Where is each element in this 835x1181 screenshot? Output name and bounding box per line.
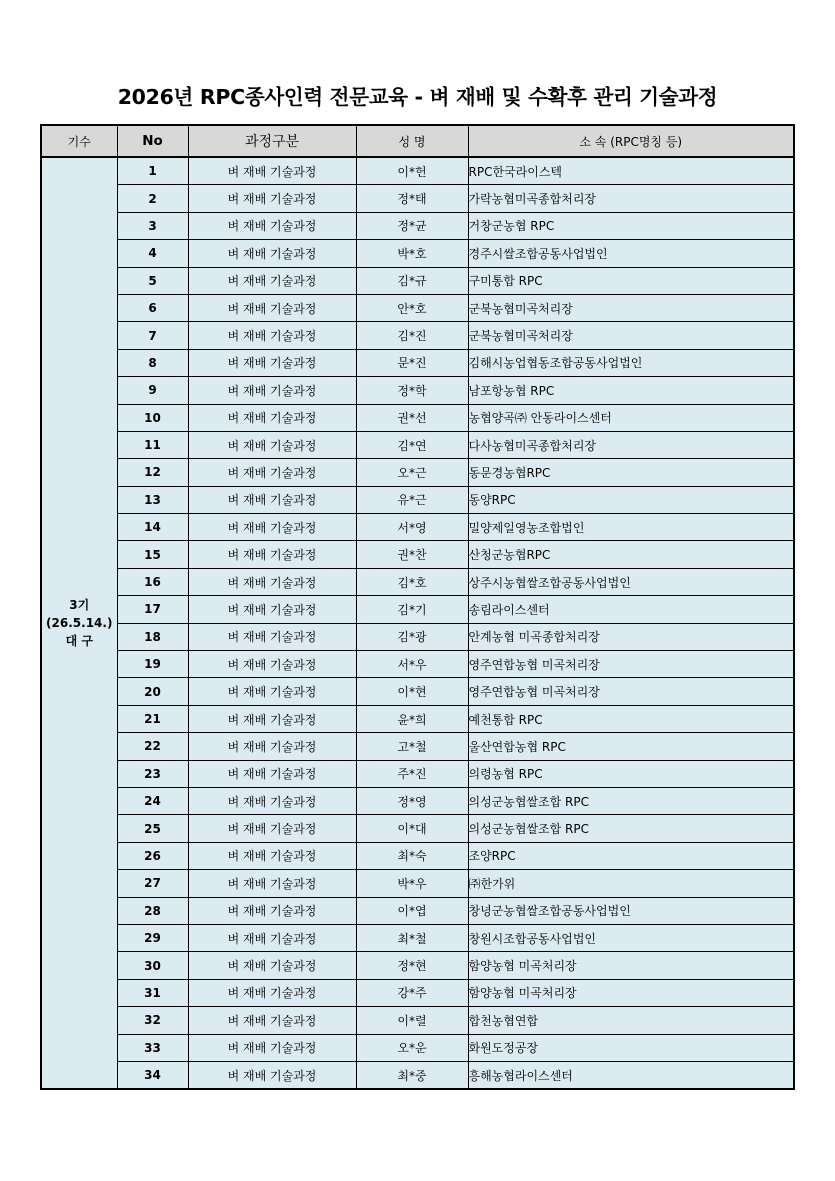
course-cell: 벼 재배 기술과정 [188, 623, 356, 650]
table-row [41, 842, 794, 869]
course-cell: 벼 재배 기술과정 [188, 322, 356, 349]
row-number: 10 [117, 404, 188, 431]
affiliation-cell: 조양RPC [468, 842, 794, 869]
row-number: 2 [117, 185, 188, 212]
table-row [41, 870, 794, 897]
course-cell: 벼 재배 기술과정 [188, 897, 356, 924]
table-row [41, 651, 794, 678]
course-cell: 벼 재배 기술과정 [188, 651, 356, 678]
course-cell: 벼 재배 기술과정 [188, 568, 356, 595]
row-number: 18 [117, 623, 188, 650]
table-row [41, 733, 794, 760]
affiliation-cell: 창녕군농협쌀조합공동사업법인 [468, 897, 794, 924]
row-number: 16 [117, 568, 188, 595]
course-cell: 벼 재배 기술과정 [188, 760, 356, 787]
row-number: 13 [117, 486, 188, 513]
name-cell: 이*렬 [356, 1007, 468, 1034]
row-number: 21 [117, 705, 188, 732]
header-name: 성 명 [356, 125, 468, 157]
table-row [41, 185, 794, 212]
course-cell: 벼 재배 기술과정 [188, 459, 356, 486]
affiliation-cell: 거창군농협 RPC [468, 212, 794, 239]
course-cell: 벼 재배 기술과정 [188, 267, 356, 294]
affiliation-cell: 김해시농업협동조합공동사업법인 [468, 349, 794, 376]
session-cell [41, 157, 117, 1089]
table-row [41, 705, 794, 732]
session-line3: 대 구 [65, 634, 93, 649]
affiliation-cell: 함양농협 미곡처리장 [468, 979, 794, 1006]
table-row [41, 514, 794, 541]
table-row [41, 377, 794, 404]
affiliation-cell: 상주시농협쌀조합공동사업법인 [468, 568, 794, 595]
affiliation-cell: 남포항농협 RPC [468, 377, 794, 404]
session-line2: (26.5.14.) [46, 616, 113, 631]
row-number: 14 [117, 514, 188, 541]
row-number: 9 [117, 377, 188, 404]
name-cell: 주*진 [356, 760, 468, 787]
row-number: 15 [117, 541, 188, 568]
name-cell: 강*주 [356, 979, 468, 1006]
header-row [41, 125, 794, 157]
course-cell: 벼 재배 기술과정 [188, 979, 356, 1006]
course-cell: 벼 재배 기술과정 [188, 157, 356, 185]
course-cell: 벼 재배 기술과정 [188, 294, 356, 321]
affiliation-cell: 안계농협 미곡종합처리장 [468, 623, 794, 650]
course-cell: 벼 재배 기술과정 [188, 842, 356, 869]
affiliation-cell: 예천통합 RPC [468, 705, 794, 732]
affiliation-cell: 의성군농협쌀조합 RPC [468, 787, 794, 814]
affiliation-cell: 의성군농협쌀조합 RPC [468, 815, 794, 842]
affiliation-cell: 동문경농협RPC [468, 459, 794, 486]
table-row [41, 349, 794, 376]
name-cell: 최*숙 [356, 842, 468, 869]
row-number: 12 [117, 459, 188, 486]
affiliation-cell: 의령농협 RPC [468, 760, 794, 787]
affiliation-cell: 동양RPC [468, 486, 794, 513]
affiliation-cell: 영주연합농협 미곡처리장 [468, 678, 794, 705]
row-number: 22 [117, 733, 188, 760]
affiliation-cell: RPC한국라이스텍 [468, 157, 794, 185]
row-number: 28 [117, 897, 188, 924]
row-number: 25 [117, 815, 188, 842]
table-row [41, 1007, 794, 1034]
table-row [41, 322, 794, 349]
name-cell: 안*호 [356, 294, 468, 321]
name-cell: 박*우 [356, 870, 468, 897]
name-cell: 권*선 [356, 404, 468, 431]
row-number: 5 [117, 267, 188, 294]
name-cell: 최*철 [356, 924, 468, 951]
table-row [41, 431, 794, 458]
table-row [41, 541, 794, 568]
table-row [41, 267, 794, 294]
header-session: 기수 [41, 125, 117, 157]
row-number: 27 [117, 870, 188, 897]
name-cell: 정*태 [356, 185, 468, 212]
table-row [41, 897, 794, 924]
row-number: 6 [117, 294, 188, 321]
table-row [41, 294, 794, 321]
course-cell: 벼 재배 기술과정 [188, 787, 356, 814]
page-title: 2026년 RPC종사인력 전문교육 - 벼 재배 및 수확후 관리 기술과정 [117, 85, 718, 109]
row-number: 26 [117, 842, 188, 869]
row-number: 30 [117, 952, 188, 979]
row-number: 8 [117, 349, 188, 376]
course-cell: 벼 재배 기술과정 [188, 541, 356, 568]
affiliation-cell: 군북농협미곡처리장 [468, 322, 794, 349]
name-cell: 서*영 [356, 514, 468, 541]
name-cell: 김*진 [356, 322, 468, 349]
name-cell: 이*현 [356, 678, 468, 705]
name-cell: 이*대 [356, 815, 468, 842]
roster-table [40, 124, 795, 1090]
affiliation-cell: 밀양제일영농조합법인 [468, 514, 794, 541]
course-cell: 벼 재배 기술과정 [188, 1061, 356, 1089]
name-cell: 김*광 [356, 623, 468, 650]
table-row [41, 678, 794, 705]
affiliation-cell: ㈜한가위 [468, 870, 794, 897]
affiliation-cell: 송림라이스센터 [468, 596, 794, 623]
course-cell: 벼 재배 기술과정 [188, 952, 356, 979]
name-cell: 정*영 [356, 787, 468, 814]
name-cell: 김*기 [356, 596, 468, 623]
course-cell: 벼 재배 기술과정 [188, 733, 356, 760]
course-cell: 벼 재배 기술과정 [188, 404, 356, 431]
course-cell: 벼 재배 기술과정 [188, 705, 356, 732]
course-cell: 벼 재배 기술과정 [188, 514, 356, 541]
name-cell: 오*운 [356, 1034, 468, 1061]
row-number: 31 [117, 979, 188, 1006]
row-number: 19 [117, 651, 188, 678]
row-number: 33 [117, 1034, 188, 1061]
name-cell: 정*현 [356, 952, 468, 979]
row-number: 34 [117, 1061, 188, 1089]
affiliation-cell: 산청군농협RPC [468, 541, 794, 568]
name-cell: 정*균 [356, 212, 468, 239]
affiliation-cell: 화원도정공장 [468, 1034, 794, 1061]
row-number: 3 [117, 212, 188, 239]
affiliation-cell: 함양농협 미곡처리장 [468, 952, 794, 979]
row-number: 20 [117, 678, 188, 705]
course-cell: 벼 재배 기술과정 [188, 678, 356, 705]
name-cell: 서*우 [356, 651, 468, 678]
table-row [41, 924, 794, 951]
table-row [41, 1034, 794, 1061]
course-cell: 벼 재배 기술과정 [188, 1034, 356, 1061]
table-row [41, 815, 794, 842]
name-cell: 유*근 [356, 486, 468, 513]
table-row [41, 157, 794, 185]
header-org: 소 속 (RPC명칭 등) [468, 125, 794, 157]
table-row [41, 623, 794, 650]
affiliation-cell: 가락농협미곡종합처리장 [468, 185, 794, 212]
name-cell: 김*연 [356, 431, 468, 458]
course-cell: 벼 재배 기술과정 [188, 377, 356, 404]
name-cell: 고*철 [356, 733, 468, 760]
table-header [41, 125, 794, 157]
table-row [41, 979, 794, 1006]
course-cell: 벼 재배 기술과정 [188, 212, 356, 239]
table-row [41, 760, 794, 787]
table-row [41, 486, 794, 513]
course-cell: 벼 재배 기술과정 [188, 240, 356, 267]
course-cell: 벼 재배 기술과정 [188, 1007, 356, 1034]
table-row [41, 459, 794, 486]
row-number: 23 [117, 760, 188, 787]
row-number: 1 [117, 157, 188, 185]
affiliation-cell: 군북농협미곡처리장 [468, 294, 794, 321]
name-cell: 윤*희 [356, 705, 468, 732]
affiliation-cell: 다사농협미곡종합처리장 [468, 431, 794, 458]
course-cell: 벼 재배 기술과정 [188, 924, 356, 951]
session-line1: 3기 [69, 598, 90, 613]
course-cell: 벼 재배 기술과정 [188, 431, 356, 458]
row-number: 24 [117, 787, 188, 814]
affiliation-cell: 합천농협연합 [468, 1007, 794, 1034]
row-number: 4 [117, 240, 188, 267]
table-row [41, 787, 794, 814]
row-number: 29 [117, 924, 188, 951]
affiliation-cell: 흥해농협라이스센터 [468, 1061, 794, 1089]
course-cell: 벼 재배 기술과정 [188, 349, 356, 376]
name-cell: 박*호 [356, 240, 468, 267]
name-cell: 이*엽 [356, 897, 468, 924]
table-row [41, 212, 794, 239]
table-body [41, 157, 794, 1089]
name-cell: 문*진 [356, 349, 468, 376]
table-row [41, 952, 794, 979]
row-number: 11 [117, 431, 188, 458]
course-cell: 벼 재배 기술과정 [188, 185, 356, 212]
row-number: 32 [117, 1007, 188, 1034]
name-cell: 김*호 [356, 568, 468, 595]
affiliation-cell: 경주시쌀조합공동사업법인 [468, 240, 794, 267]
table-row [41, 568, 794, 595]
table-row [41, 596, 794, 623]
affiliation-cell: 창원시조합공동사업법인 [468, 924, 794, 951]
row-number: 7 [117, 322, 188, 349]
name-cell: 이*헌 [356, 157, 468, 185]
row-number: 17 [117, 596, 188, 623]
name-cell: 권*찬 [356, 541, 468, 568]
name-cell: 정*학 [356, 377, 468, 404]
table-row [41, 240, 794, 267]
course-cell: 벼 재배 기술과정 [188, 870, 356, 897]
name-cell: 최*중 [356, 1061, 468, 1089]
name-cell: 오*근 [356, 459, 468, 486]
table-row [41, 1061, 794, 1089]
affiliation-cell: 울산연합농협 RPC [468, 733, 794, 760]
header-course: 과정구분 [188, 125, 356, 157]
name-cell: 김*규 [356, 267, 468, 294]
affiliation-cell: 농협양곡㈜ 안동라이스센터 [468, 404, 794, 431]
course-cell: 벼 재배 기술과정 [188, 486, 356, 513]
affiliation-cell: 구미통합 RPC [468, 267, 794, 294]
course-cell: 벼 재배 기술과정 [188, 596, 356, 623]
header-no: No [117, 125, 188, 157]
course-cell: 벼 재배 기술과정 [188, 815, 356, 842]
table-row [41, 404, 794, 431]
affiliation-cell: 영주연합농협 미곡처리장 [468, 651, 794, 678]
